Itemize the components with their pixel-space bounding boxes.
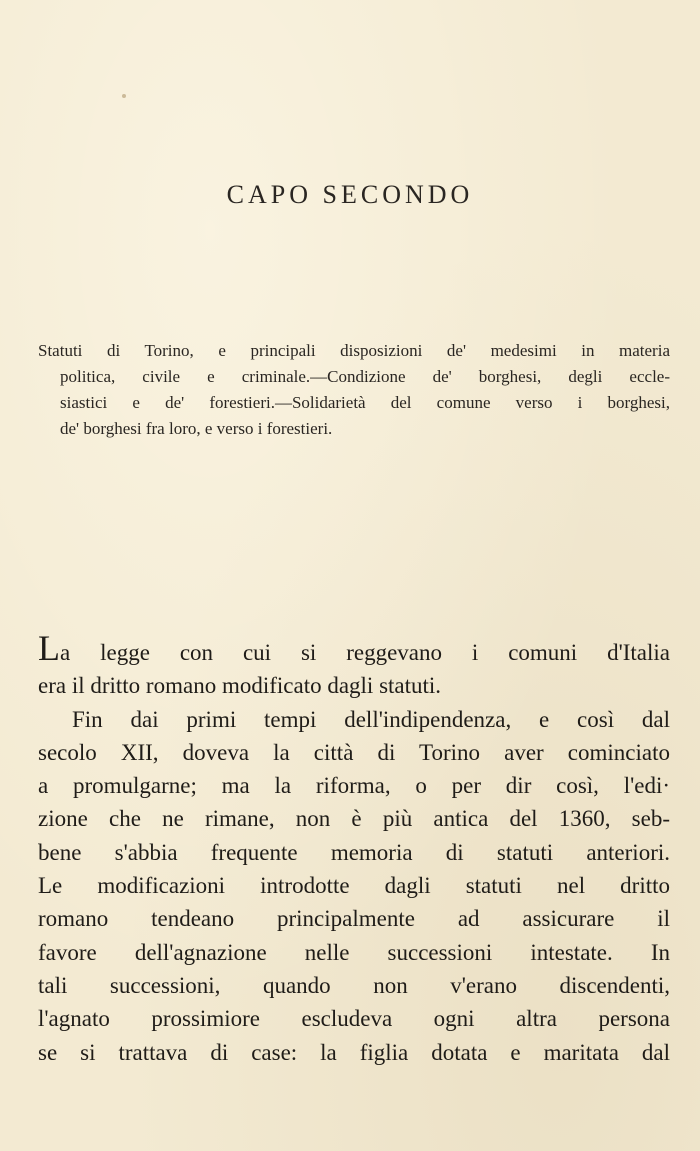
chapter-summary bbox=[38, 338, 670, 442]
body-line: bene s'abbia frequente memoria di statuti anteriori. bbox=[38, 839, 670, 865]
body-line: Fin dai primi tempi dell'indipendenza, e così dal bbox=[72, 706, 670, 732]
body-line: secolo XII, doveva la città di Torino aver cominciato bbox=[38, 739, 670, 765]
body-line-first bbox=[38, 628, 670, 669]
drop-cap: L bbox=[38, 628, 60, 668]
body-line: se si trattava di case: la figlia dotata e maritata dal bbox=[38, 1039, 670, 1065]
chapter-title: CAPO SECONDO bbox=[226, 180, 474, 209]
summary-line: politica, civile e criminale.—Condizione de' borghesi, degli eccle- bbox=[60, 367, 670, 386]
summary-line: siastici e de' forestieri.—Solidarietà del comune verso i borghesi, bbox=[60, 393, 670, 412]
body-line: zione che ne rimane, non è più antica del 1360, seb- bbox=[38, 806, 670, 832]
body-line: a promulgarne; ma la riforma, o per dir così, l'edi· bbox=[38, 773, 670, 799]
body-line: era il dritto romano modificato dagli statuti. bbox=[38, 673, 442, 699]
body-text bbox=[38, 628, 670, 1069]
body-line: l'agnato prossimiore escludeva ogni altra persona bbox=[38, 1006, 670, 1032]
paper-speck bbox=[122, 94, 126, 98]
body-line: tali successioni, quando non v'erano discendenti, bbox=[38, 972, 670, 998]
summary-line: de' borghesi fra loro, e verso i forestieri. bbox=[60, 419, 333, 438]
summary-line: Statuti di Torino, e principali disposizioni de' medesimi in materia bbox=[38, 341, 670, 360]
body-line: romano tendeano principalmente ad assicurare il bbox=[38, 906, 670, 932]
first-line-text: a legge con cui si reggevano i comuni d'Italia bbox=[60, 640, 670, 665]
body-line: favore dell'agnazione nelle successioni intestate. In bbox=[38, 939, 670, 965]
body-line: Le modificazioni introdotte dagli statuti nel dritto bbox=[38, 873, 670, 899]
